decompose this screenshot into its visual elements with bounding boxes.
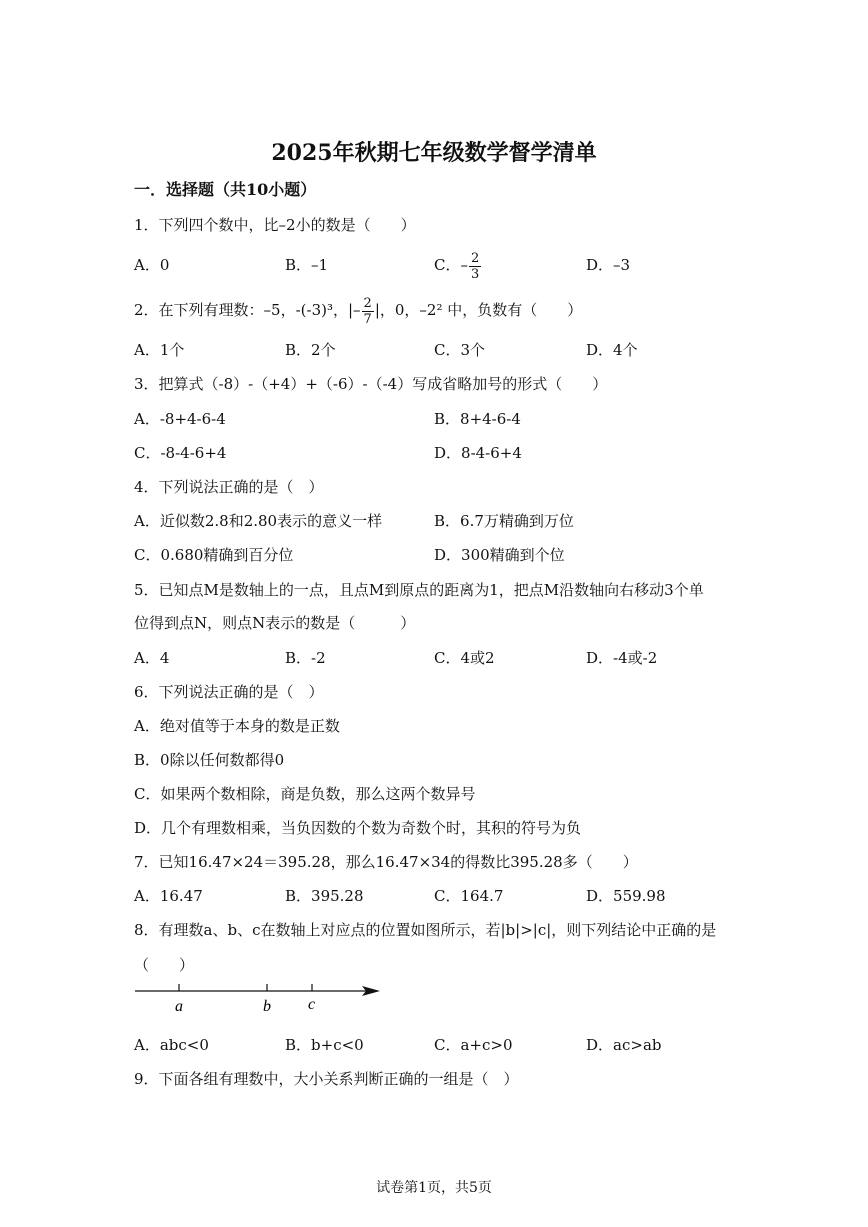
question-6-stem: 6．下列说法正确的是（ ） xyxy=(134,683,324,701)
question-2-stem xyxy=(134,292,582,328)
axis-label-b: b xyxy=(263,998,271,1015)
q2-option-c: C．3个 xyxy=(434,341,486,359)
q1-option-c xyxy=(434,247,482,283)
q7-option-b: B．395.28 xyxy=(285,887,364,905)
q4-option-b: B．6.7万精确到万位 xyxy=(434,512,574,530)
question-8-line-1: 8．有理数a、b、c在数轴上对应点的位置如图所示，若|b|>|c|，则下列结论中正确的是 xyxy=(134,921,717,939)
q3-option-c: C．-8-4-6+4 xyxy=(134,444,227,462)
q7-option-c: C．164.7 xyxy=(434,887,504,905)
q1-option-b: B．–1 xyxy=(285,256,329,274)
page-footer: 试卷第1页，共5页 xyxy=(376,1180,492,1196)
question-7-stem: 7．已知16.47×24＝395.28，那么16.47×34的得数比395.28多（ ） xyxy=(134,853,638,871)
q1-option-d: D．–3 xyxy=(586,256,631,274)
q2-option-b: B．2个 xyxy=(285,341,336,359)
q4-option-c: C．0.680精确到百分位 xyxy=(134,546,294,564)
q5-option-c: C．4或2 xyxy=(434,649,495,667)
q6-option-a: A．绝对值等于本身的数是正数 xyxy=(134,717,340,735)
section-heading: 一．选择题（共10小题） xyxy=(134,180,317,199)
q3-option-b: B．8+4-6-4 xyxy=(434,410,521,428)
q8-option-b: B．b+c<0 xyxy=(285,1036,364,1054)
q6-option-b: B．0除以任何数都得0 xyxy=(134,751,285,769)
q2-stem-part-b: |，0，–2² 中，负数有（ ） xyxy=(374,301,583,319)
q2-fraction xyxy=(362,296,374,327)
axis-label-a: a xyxy=(175,998,183,1015)
q2-frac-denominator: 7 xyxy=(363,311,372,327)
page-title: 2025年秋期七年级数学督学清单 xyxy=(271,140,597,166)
q7-option-d: D．559.98 xyxy=(586,887,666,905)
q1-option-c-fraction xyxy=(469,251,481,282)
q5-option-a: A．4 xyxy=(134,649,170,667)
question-5-line-1: 5．已知点M是数轴上的一点，且点M到原点的距离为1，把点M沿数轴向右移动3个单 xyxy=(134,581,704,599)
q8-option-d: D．ac>ab xyxy=(586,1036,662,1054)
q6-option-c: C．如果两个数相除，商是负数，那么这两个数异号 xyxy=(134,785,476,803)
q4-option-a: A．近似数2.8和2.80表示的意义一样 xyxy=(134,512,383,530)
number-line-figure xyxy=(130,975,390,1015)
q5-option-d: D．-4或-2 xyxy=(586,649,658,667)
q2-option-d: D．4个 xyxy=(586,341,638,359)
question-8-line-2: （ ） xyxy=(134,956,195,974)
q4-option-d: D．300精确到个位 xyxy=(434,546,565,564)
q1-frac-numerator: 2 xyxy=(470,250,480,266)
question-9-stem: 9．下面各组有理数中，大小关系判断正确的一组是（ ） xyxy=(134,1070,519,1088)
question-4-stem: 4．下列说法正确的是（ ） xyxy=(134,478,324,496)
axis-label-c: c xyxy=(308,996,316,1013)
q2-frac-numerator: 2 xyxy=(363,295,372,311)
q8-option-c: C．a+c>0 xyxy=(434,1036,513,1054)
q7-option-a: A．16.47 xyxy=(134,887,203,905)
q8-option-a: A．abc<0 xyxy=(134,1036,209,1054)
q1-option-c-prefix: C．– xyxy=(434,256,468,274)
q3-option-a: A．-8+4-6-4 xyxy=(134,410,226,428)
q3-option-d: D．8-4-6+4 xyxy=(434,444,522,462)
q1-option-a: A．0 xyxy=(134,256,170,274)
q1-frac-denominator: 3 xyxy=(470,266,480,282)
question-3-stem: 3．把算式（-8）-（+4）+（-6）-（-4）写成省略加号的形式（ ） xyxy=(134,375,608,393)
q2-option-a: A．1个 xyxy=(134,341,185,359)
question-1-stem: 1．下列四个数中，比–2小的数是（ ） xyxy=(134,216,416,234)
question-5-line-2: 位得到点N，则点N表示的数是（ ） xyxy=(134,614,416,632)
q5-option-b: B．-2 xyxy=(285,649,326,667)
q6-option-d: D．几个有理数相乘，当负因数的个数为奇数个时，其积的符号为负 xyxy=(134,819,582,837)
q2-stem-part-a: 2．在下列有理数：–5，-(-3)³，|– xyxy=(134,301,361,319)
